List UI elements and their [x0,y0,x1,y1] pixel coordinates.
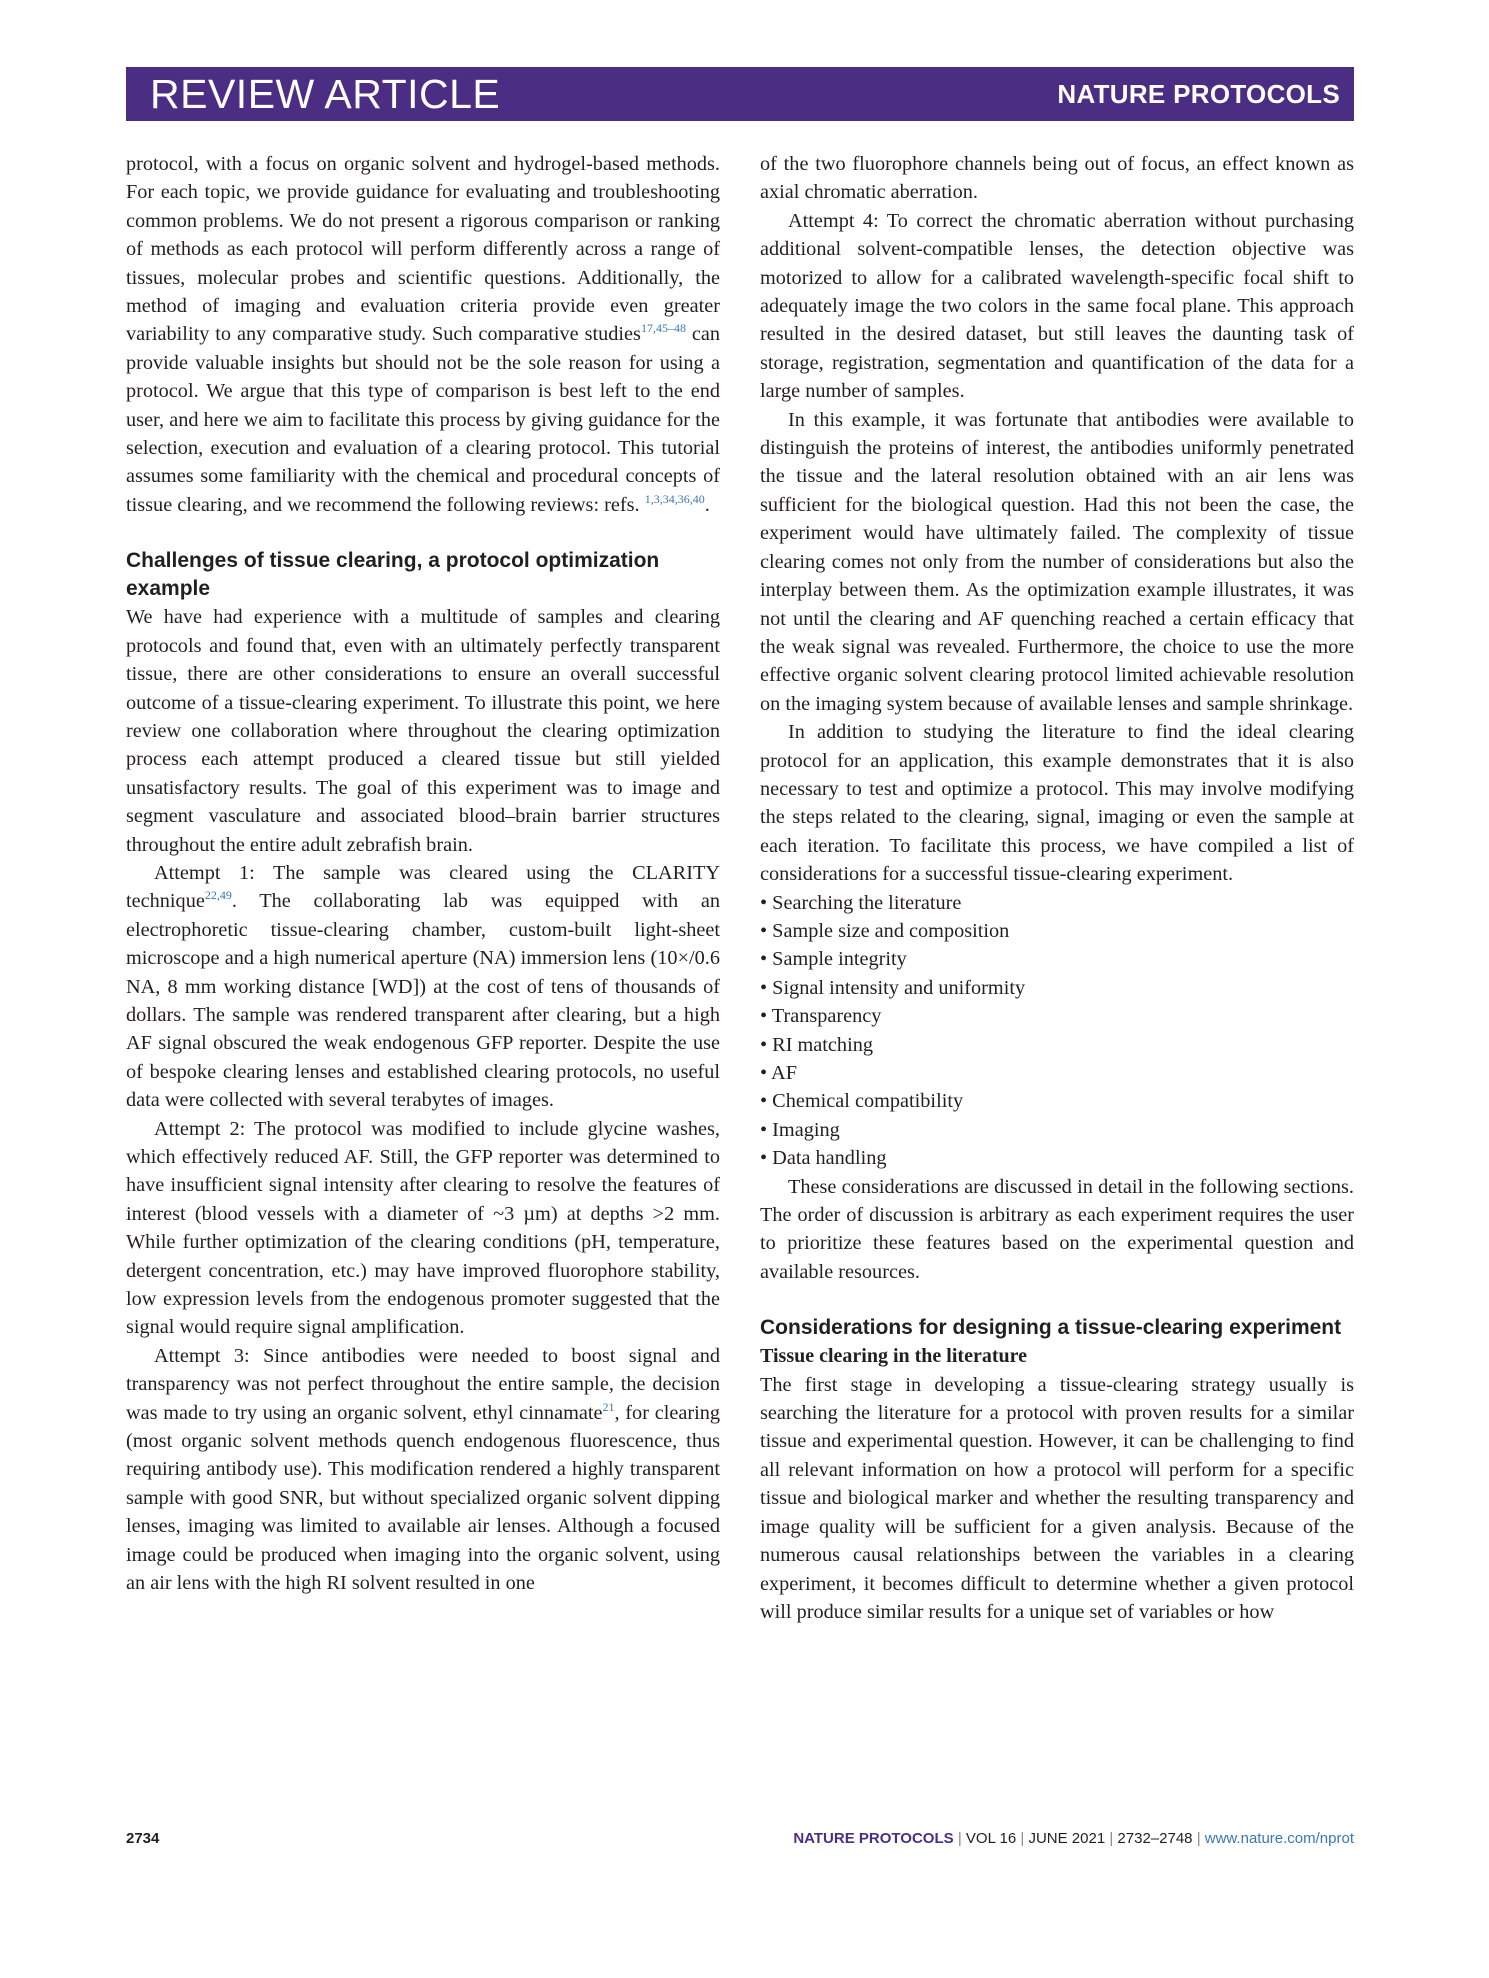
footer-url-link[interactable]: www.nature.com/nprot [1204,1830,1354,1847]
footer-separator: | [1109,1830,1114,1847]
footer-separator: | [1196,1830,1201,1847]
list-item: • AF [760,1062,797,1084]
list-item: • Sample size and composition [760,919,1010,942]
footer-pages: 2732–2748 [1117,1830,1193,1847]
footer-citation [793,1830,1354,1847]
section-label: REVIEW ARTICLE [150,71,501,117]
header-bar [126,67,1354,121]
paragraph: Attempt 2: The protocol was modified to include glycine washes, which effectively reduced AF. Still, the GFP reporter was determined to have insufficient signal intensity after clearing to resolve the features of interest (blood vessels with a diameter of ~3 µm) at depths >2 mm. While further optimization of the clearing conditions (pH, temperature, detergent concentration, etc.) may have improved fluorophore stability, low expression levels from the endogenous promoter suggested that the signal would require signal amplification. [126,1117,720,1339]
paragraph: protocol, with a focus on organic solvent and hydrogel-based methods. For each topic, we provide guidance for evaluating and troubleshooting common problems. We do not present a rigorous comparison or ranking of methods as each protocol will perform differently across a range of tissues, molecular probes and scientific questions. Additionally, the method of imaging and evaluation criteria provide even greater variability to any comparative study. Such comparative studies$^{17,45-48}$ can provide valuable insights but should not be the sole reason for using a protocol. We argue that this type of comparison is best left to the end user, and here we aim to facilitate this process by giving guidance for the selection, execution and evaluation of a clearing protocol. This tutorial assumes some familiarity with the chemical and procedural concepts of tissue clearing, and we recommend the following reviews: refs. $^{1,3,34,36,40}$. [126,153,721,516]
footer-separator: | [1020,1830,1025,1847]
paragraph: We have had experience with a multitude of samples and clearing protocols and found that, even with an ultimately perfectly transparent tissue, there are other considerations to ensure an overall successful outcome of a tissue-clearing experiment. To illustrate this point, we here review one collaboration where throughout the clearing optimization process each attempt produced a cleared tissue but still yielded unsatisfactory results. The goal of this experiment was to image and segment vasculature and associated blood–brain barrier structures throughout the entire adult zebrafish brain. [126,606,720,856]
footer-volume: VOL 16 [965,1830,1017,1847]
list-item: • Sample integrity [760,948,907,971]
paragraph: In this example, it was fortunate that antibodies were available to distinguish the proteins of interest, the antibodies uniformly penetrated the tissue and the lateral resolution obtained with an air lens was sufficient for the biological question. Had this not been the case, the experiment would have ultimately failed. The complexity of tissue clearing comes not only from the number of considerations but also the interplay between them. As the optimization example illustrates, it was not until the clearing and AF quenching reached a certain efficacy that the weak signal was revealed. Furthermore, the choice to use the more effective organic solvent clearing protocol limited achievable resolution on the imaging system because of available lenses and sample shrinkage. [760,408,1354,715]
subsection-heading: Tissue clearing in the literature [760,1345,1028,1368]
left-column [126,150,720,1598]
journal-name: NATURE PROTOCOLS [1057,79,1340,109]
citation-link[interactable]: 22,49 [204,888,232,903]
section-heading: Challenges of tissue clearing, a protocol optimization example [126,549,660,601]
list-item: • Imaging [760,1118,840,1141]
citation-link[interactable]: 1,3,34,36,40 [644,492,705,507]
right-column [760,150,1354,1626]
paragraph: Attempt 4: To correct the chromatic aberration without purchasing additional solvent-compatible lenses, the detection objective was motorized to allow for a calibrated wavelength-specific focal shift to adequately image the two colors in the same focal plane. This approach resulted in the desired dataset, but still leaves the daunting task of storage, registration, segmentation and quantification of the data for a large number of samples. [760,209,1354,403]
footer-date: JUNE 2021 [1028,1830,1106,1847]
citation-link[interactable]: 21 [602,1399,615,1414]
list-item: • Searching the literature [760,891,962,914]
citation-link[interactable]: 17,45–48 [640,321,686,336]
considerations-list [760,889,1354,1173]
paragraph: of the two fluorophore channels being out of focus, an effect known as axial chromatic aberration. [760,153,1354,204]
paragraph: The first stage in developing a tissue-clearing strategy usually is searching the literature for a protocol with proven results for a similar tissue and experimental question. However, it can be challenging to find all relevant information on how a protocol will perform for a specific tissue and biological marker and whether the resulting transparency and image quality will be sufficient for a given analysis. Because of the numerous causal relationships between the variables in a clearing experiment, it becomes difficult to determine whether a given protocol will produce similar results for a unique set of variables or how [760,1373,1354,1623]
footer-separator: | [957,1830,962,1847]
paragraph: Attempt 1: The sample was cleared using the CLARITY technique$^{22,49}$. The collaborating lab was equipped with an electrophoretic tissue-clearing chamber, custom-built light-sheet microscope and a high numerical aperture (NA) immersion lens (10×/0.6 NA, 8 mm working distance [WD]) at the cost of tens of thousands of dollars. The sample was rendered transparent after clearing, but a high AF signal obscured the weak endogenous GFP reporter. Despite the use of bespoke clearing lenses and established clearing protocols, no useful data were collected with several terabytes of images. [126,861,720,1112]
list-item: • Signal intensity and uniformity [760,976,1026,999]
list-item: • Transparency [760,1005,882,1028]
list-item: • RI matching [760,1033,873,1056]
list-item: • Chemical compatibility [760,1090,964,1113]
footer-journal: NATURE PROTOCOLS [793,1830,954,1847]
paragraph: These considerations are discussed in detail in the following sections. The order of discussion is arbitrary as each experiment requires the user to prioritize these features based on the experimental question and available resources. [760,1175,1354,1283]
paragraph: Attempt 3: Since antibodies were needed to boost signal and transparency was not perfect throughout the entire sample, the decision was made to try using an organic solvent, ethyl cinnamate$^{21}$, for clearing (most organic solvent methods quench endogenous fluorescence, thus requiring antibody use). This modification rendered a highly transparent sample with good SNR, but without specialized organic solvent dipping lenses, imaging was limited to available air lenses. Although a focused image could be produced when imaging into the organic solvent, using an air lens with the high RI solvent resulted in one [126,1344,721,1595]
section-heading: Considerations for designing a tissue-clearing experiment [760,1316,1342,1340]
paragraph: In addition to studying the literature to find the ideal clearing protocol for an application, this example demonstrates that it is also necessary to test and optimize a protocol. This may involve modifying the steps related to the clearing, signal, imaging or even the sample at each iteration. To facilitate this process, we have compiled a list of considerations for a successful tissue-clearing experiment. [760,721,1354,886]
page-number: 2734 [126,1830,160,1847]
list-item: • Data handling [760,1147,887,1170]
